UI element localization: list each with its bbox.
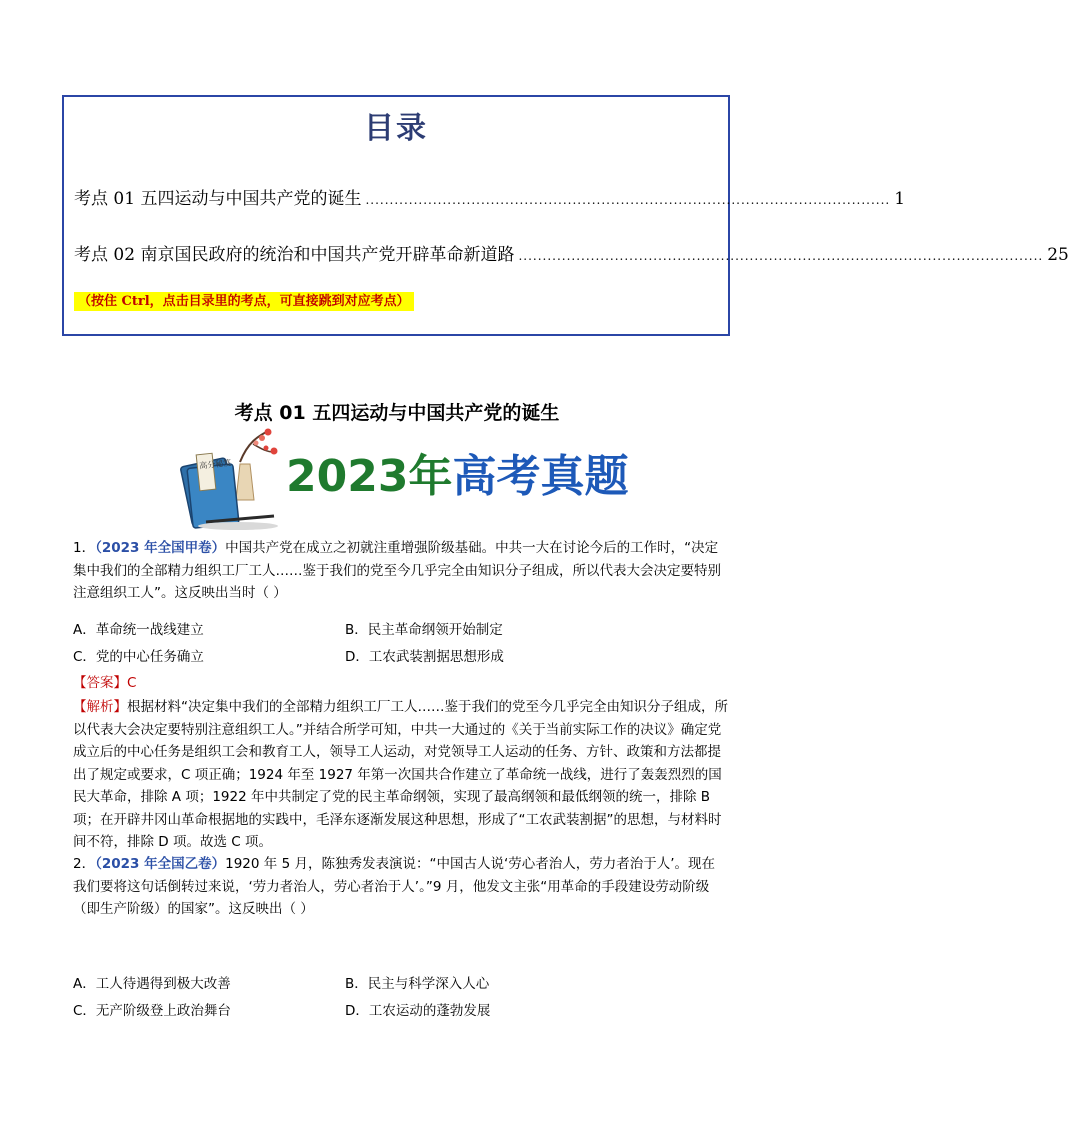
question-source: （2023 年全国甲卷） [95,540,226,556]
q1-answer: 【答案】C [73,675,137,691]
question-1 [73,537,728,605]
question-stem: 1920 年 5 月，陈独秀发表演说：“中国古人说‘劳心者治人，劳力者治于人’。现在我们要将这句话倒转过来说，‘劳力者治人，劳心者治于人’。”9 月，他发文主张“用革命的手段建设劳动阶级（即生产阶级）的国家”。这反映出（ ） [73,856,716,917]
toc-leader-dots: ............................................................................................................. [518,249,1044,263]
banner-exam-title: 高考真题 [452,451,629,502]
q2-option-a: A．工人待遇得到极大改善 [73,976,231,992]
q1-option-a: A．革命统一战线建立 [73,622,204,638]
question-source: （2023 年全国乙卷） [95,856,226,872]
q2-option-b: B．民主与科学深入人心 [345,976,490,992]
analysis-tag: 【解析】 [73,699,127,715]
banner-title [286,440,628,504]
toc-hint [74,290,414,309]
toc-entry-2[interactable] [74,240,1069,266]
question-number: 2． [73,856,96,872]
section-heading: 考点 01 五四运动与中国共产党的诞生 [234,402,560,424]
toc-entry-1[interactable] [74,184,906,210]
q2-option-d: D．工农运动的蓬勃发展 [345,1003,491,1019]
question-2 [73,853,728,921]
toc-leader-dots: ............................................................................................................. [365,193,891,207]
toc-entry-label: 考点 01 五四运动与中国共产党的诞生 [74,189,362,209]
book-stack-icon [178,422,288,534]
q1-option-d: D．工农武装割据思想形成 [345,649,504,665]
toc-entry-label: 考点 02 南京国民政府的统治和中国共产党开辟革命新道路 [74,245,515,265]
question-number: 1． [73,540,96,556]
analysis-text: 根据材料“决定集中我们的全部精力组织工厂工人……鉴于我们的党至今几乎完全由知识分子组成，所以代表大会决定要特别注意组织工人。”并结合所学可知，中共一大通过的《关于当前实际工作的决议》确定党成立后的中心任务是组织工会和教育工人，领导工人运动，对党领导工人运动的任务、方针、政策和方法都提出了规定或要求，C 项正确；1924 年至 1927 年第一次国共合作建立了革命统一战线，进行了轰轰烈烈的国民大革命，排除 A 项；1922 年中共制定了党的民主革命纲领，实现了最高纲领和最低纲领的统一，排除 B 项；在开辟井冈山革命根据地的实践中，毛泽东逐渐发展这种思想，形成了“工农武装割据”的思想，与材料时间不符，排除 D 项。故选 C 项。 [73,699,728,850]
q1-analysis [73,696,728,854]
toc-box [62,95,1069,336]
plum-blossom-icon [240,429,278,463]
q1-option-c: C．党的中心任务确立 [73,649,204,665]
exam-banner [178,422,629,534]
toc-hint-text: （按住 Ctrl，点击目录里的考点，可直接跳到对应考点） [74,292,414,311]
toc-entry-page: 1 [894,189,906,209]
question-stem: 中国共产党在成立之初就注重增强阶级基础。中共一大在讨论今后的工作时，“决定集中我们的全部精力组织工厂工人……鉴于我们的党至今几乎完全由知识分子组成，所以代表大会决定要特别注意组织工人”。这反映出当时（ ） [73,540,721,601]
toc-title: 目录 [364,111,428,146]
toc-entry-page: 25 [1047,245,1069,265]
q1-option-b: B．民主革命纲领开始制定 [345,622,503,638]
banner-year: 2023年 [286,451,453,502]
book-label: 高分秘笈 [198,458,232,471]
q2-option-c: C．无产阶级登上政治舞台 [73,1003,231,1019]
